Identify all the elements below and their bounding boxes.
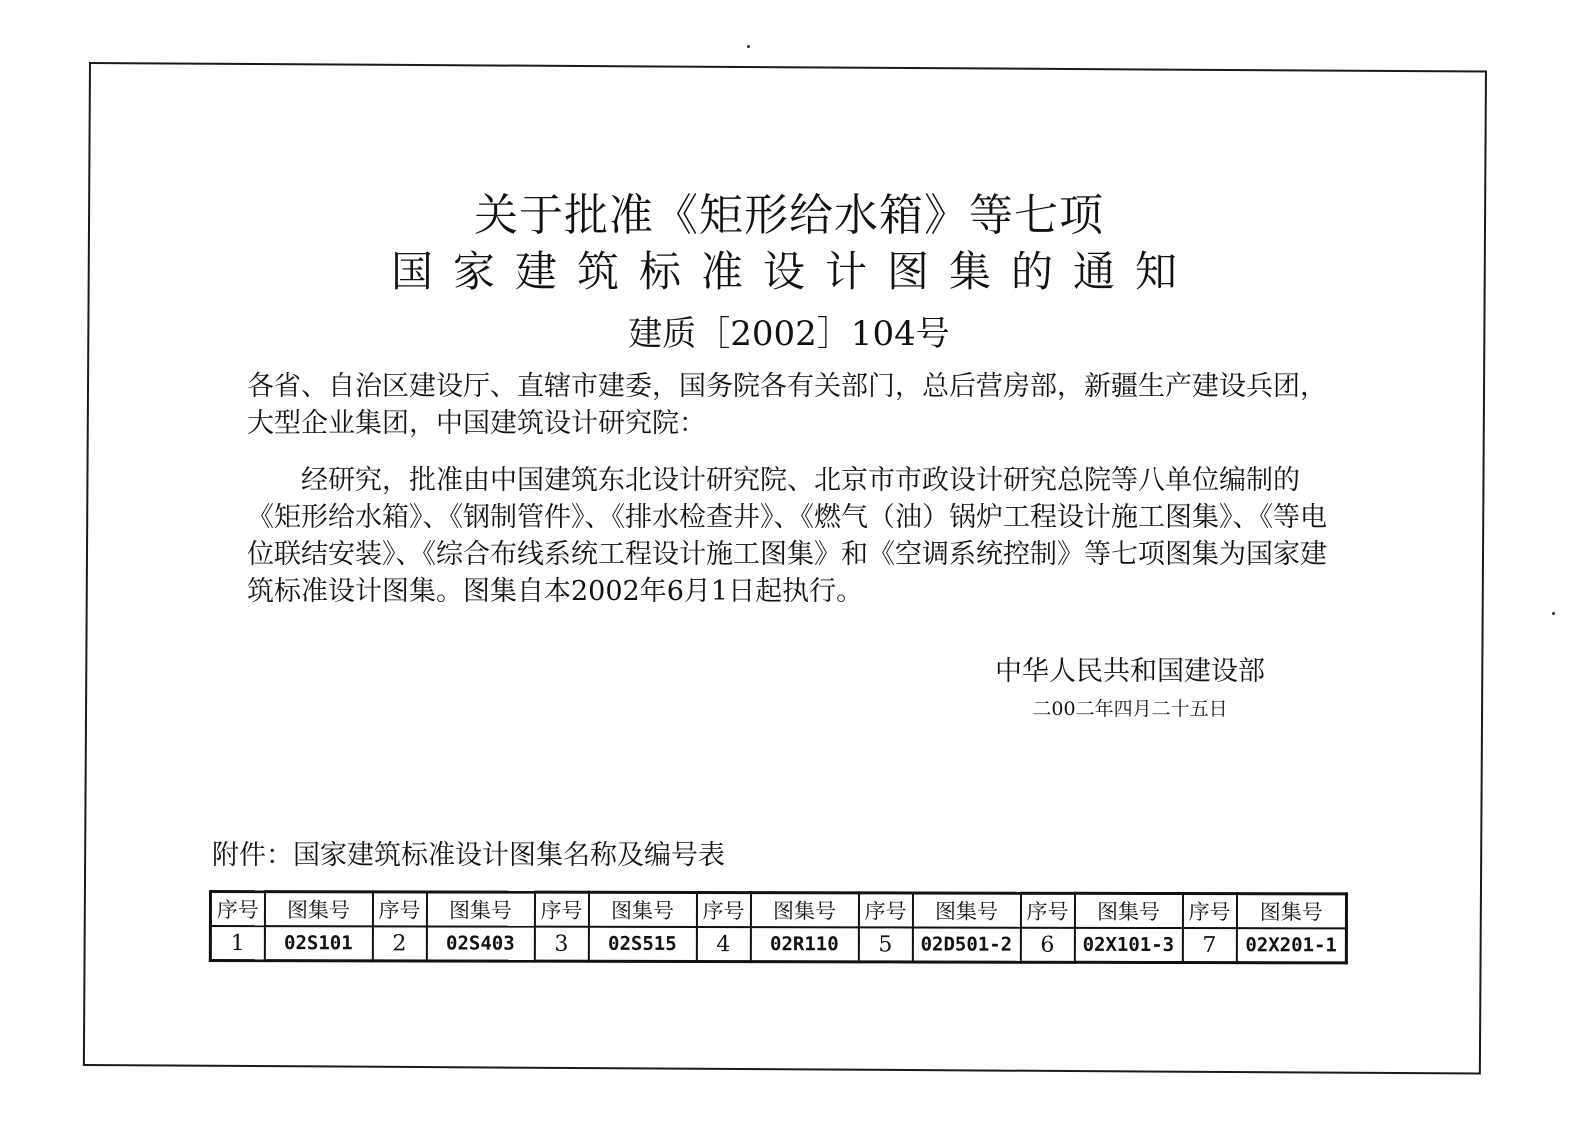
document-number: 建质［2002］104号 xyxy=(628,314,950,354)
item-atlas-number: 02X201-1 xyxy=(1236,928,1346,963)
header-seq: 序号 xyxy=(534,892,588,927)
item-atlas-number: 02S515 xyxy=(588,927,696,962)
notice-title-line2: 国家建筑标准设计图集的通知 xyxy=(390,247,1197,296)
issue-date: 二00二年四月二十五日 xyxy=(1032,698,1228,720)
item-atlas-number: 02S101 xyxy=(264,926,372,961)
header-seq: 序号 xyxy=(1020,893,1074,928)
table-header-row xyxy=(210,892,1346,929)
header-atlas-number: 图集号 xyxy=(1074,893,1182,928)
item-seq: 7 xyxy=(1182,928,1236,963)
attachment-title: 附件：国家建筑标准设计图集名称及编号表 xyxy=(212,840,725,871)
header-atlas-number: 图集号 xyxy=(264,892,372,927)
addressee: 各省、自治区建设厅、直辖市建委，国务院各有关部门，总后营房部，新疆生产建设兵团，大型企业集团，中国建筑设计研究院： xyxy=(247,371,1327,439)
item-seq: 2 xyxy=(372,926,426,961)
item-seq: 1 xyxy=(210,926,264,961)
header-atlas-number: 图集号 xyxy=(426,892,534,927)
header-atlas-number: 图集号 xyxy=(912,893,1020,928)
notice-body: 经研究，批准由中国建筑东北设计研究院、北京市市政设计研究总院等八单位编制的《矩形给水箱》、《钢制管件》、《排水检查井》、《燃气（油）锅炉工程设计施工图集》、《等电位联结安装》、《综合布线系统工程设计施工图集》和《空调系统控制》等七项图集为国家建筑标准设计图集。图集自本2002年6月1日起执行。 xyxy=(247,465,1327,607)
item-atlas-number: 02S403 xyxy=(426,926,534,961)
header-seq: 序号 xyxy=(1182,894,1236,929)
header-seq: 序号 xyxy=(858,893,912,928)
scan-speck xyxy=(1552,612,1555,615)
table-row xyxy=(210,926,1346,963)
header-atlas-number: 图集号 xyxy=(1236,894,1346,929)
atlas-number-table xyxy=(209,890,1348,964)
item-seq: 3 xyxy=(534,927,588,962)
header-seq: 序号 xyxy=(210,892,264,927)
scan-speck xyxy=(747,45,750,48)
header-seq: 序号 xyxy=(372,892,426,927)
notice-title-line1: 关于批准《矩形给水箱》等七项 xyxy=(474,190,1104,241)
item-atlas-number: 02X101-3 xyxy=(1074,928,1182,963)
issuing-authority: 中华人民共和国建设部 xyxy=(995,656,1265,687)
header-seq: 序号 xyxy=(696,893,750,928)
item-seq: 6 xyxy=(1020,928,1074,963)
header-atlas-number: 图集号 xyxy=(750,893,858,928)
item-atlas-number: 02R110 xyxy=(750,927,858,962)
item-seq: 5 xyxy=(858,927,912,962)
header-atlas-number: 图集号 xyxy=(588,892,696,927)
item-seq: 4 xyxy=(696,927,750,962)
item-atlas-number: 02D501-2 xyxy=(912,927,1020,962)
